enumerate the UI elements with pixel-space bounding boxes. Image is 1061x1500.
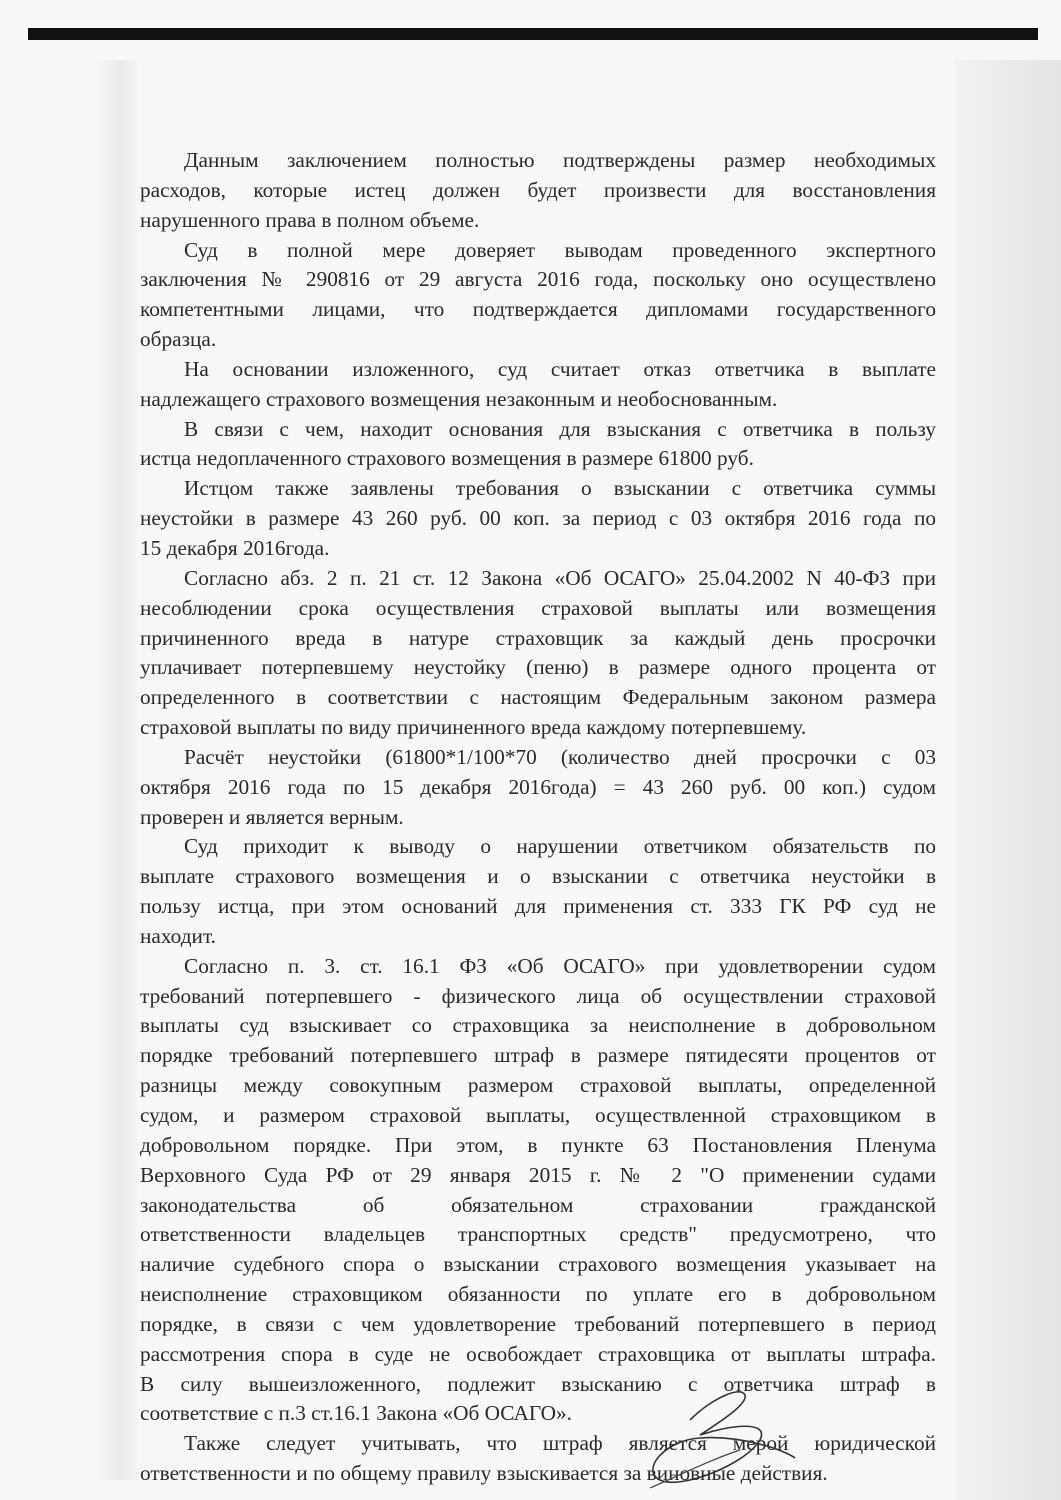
text-line: определенного в соответствии с настоящим Федеральным законом размера [140, 685, 936, 710]
paragraph [140, 743, 936, 833]
text-line: причиненного вреда в натуре страховщик за каждый день просрочки [140, 625, 936, 650]
text-line: ответственности и по общему правилу взыскивается за виновные действия. [140, 1461, 828, 1486]
text-line: наличие судебного спора о взыскании страхового возмещения указывает на [140, 1252, 936, 1277]
text-line: разницы между совокупным размером страховой выплаты, определенной [140, 1073, 936, 1098]
paragraph [140, 355, 936, 415]
text-line: судом, и размером страховой выплаты, осуществленной страховщиком в [140, 1103, 936, 1127]
text-line: В связи с чем, находит основания для взыскания с ответчика в пользу [184, 416, 936, 441]
document-body [140, 146, 936, 1489]
paragraph [140, 474, 936, 564]
text-line: В силу вышеизложенного, подлежит взысканию с ответчика штраф в [140, 1371, 936, 1396]
scan-top-edge [28, 28, 1038, 40]
text-line: уплачивает потерпевшему неустойку (пеню) в размере одного процента от [140, 655, 936, 680]
text-line: соответствие с п.3 ст.16.1 Закона «Об ОСАГО». [140, 1401, 572, 1426]
text-line: нарушенного права в полном объеме. [140, 207, 480, 232]
text-line: законодательства об обязательном страховании гражданской [140, 1192, 936, 1217]
paragraph [140, 236, 936, 355]
text-line: Суд в полной мере доверяет выводам проведенного экспертного [184, 237, 936, 262]
text-line: порядке, в связи с чем удовлетворение требований потерпевшего в период [140, 1311, 936, 1336]
text-line: Также следует учитывать, что штраф является мерой юридической [184, 1431, 936, 1456]
text-line: расходов, которые истец должен будет произвести для восстановления [140, 177, 936, 202]
text-line: Верховного Суда РФ от 29 января 2015 г. № 2 "О применении судами [140, 1162, 936, 1187]
text-line: проверен и является верным. [140, 804, 404, 829]
text-line: добровольном порядке. При этом, в пункте 63 Постановления Пленума [140, 1132, 936, 1157]
paragraph [140, 564, 936, 743]
adjacent-page-bleed [955, 60, 1061, 1500]
paragraph [140, 1429, 936, 1489]
text-line: выплаты суд взыскивает со страховщика за неисполнение в добровольном [140, 1013, 936, 1038]
paragraph [140, 146, 936, 236]
text-line: заключения № 290816 от 29 августа 2016 года, поскольку оно осуществлено [140, 267, 936, 292]
signature-icon [620, 1380, 800, 1500]
text-line: истца недоплаченного страхового возмещения в размере 61800 руб. [140, 446, 754, 471]
text-line: требований потерпевшего - физического лица об осуществлении страховой [140, 983, 936, 1008]
scan-shadow [95, 60, 140, 1480]
text-line: Расчёт неустойки (61800*1/100*70 (количество дней просрочки с 03 [184, 744, 936, 769]
text-line: Суд приходит к выводу о нарушении ответчиком обязательств по [184, 834, 936, 859]
text-line: пользу истца, при этом оснований для применения ст. 333 ГК РФ суд не [140, 894, 936, 919]
text-line: 15 декабря 2016года. [140, 535, 330, 560]
text-line: Данным заключением полностью подтверждены размер необходимых [184, 148, 936, 172]
text-line: неисполнение страховщиком обязанности по уплате его в добровольном [140, 1282, 936, 1307]
text-line: компетентными лицами, что подтверждается дипломами государственного [140, 297, 936, 322]
paragraph [140, 832, 936, 951]
text-line: образца. [140, 327, 217, 352]
paragraph [140, 952, 936, 1430]
text-line: страховой выплаты по виду причиненного вреда каждому потерпевшему. [140, 715, 807, 740]
text-line: ответственности владельцев транспортных средств" предусмотрено, что [140, 1222, 936, 1247]
text-line: Согласно абз. 2 п. 21 ст. 12 Закона «Об ОСАГО» 25.04.2002 N 40-ФЗ при [184, 565, 936, 590]
text-line: Согласно п. 3. ст. 16.1 ФЗ «Об ОСАГО» при удовлетворении судом [184, 953, 936, 978]
text-line: неустойки в размере 43 260 руб. 00 коп. за период с 03 октября 2016 года по [140, 506, 936, 531]
paragraph [140, 415, 936, 475]
text-line: На основании изложенного, суд считает отказ ответчика в выплате [184, 356, 936, 381]
text-line: рассмотрения спора в суде не освобождает страховщика от выплаты штрафа. [140, 1341, 936, 1366]
text-line: октября 2016 года по 15 декабря 2016года) = 43 260 руб. 00 коп.) судом [140, 774, 936, 799]
text-line: несоблюдении срока осуществления страховой выплаты или возмещения [140, 595, 936, 620]
text-line: выплате страхового возмещения и о взыскании с ответчика неустойки в [140, 864, 936, 889]
text-line: порядке требований потерпевшего штраф в размере пятидесяти процентов от [140, 1043, 936, 1068]
text-line: находит. [140, 923, 216, 948]
text-line: Истцом также заявлены требования о взыскании с ответчика суммы [184, 476, 936, 501]
text-line: надлежащего страхового возмещения незаконным и необоснованным. [140, 386, 778, 411]
